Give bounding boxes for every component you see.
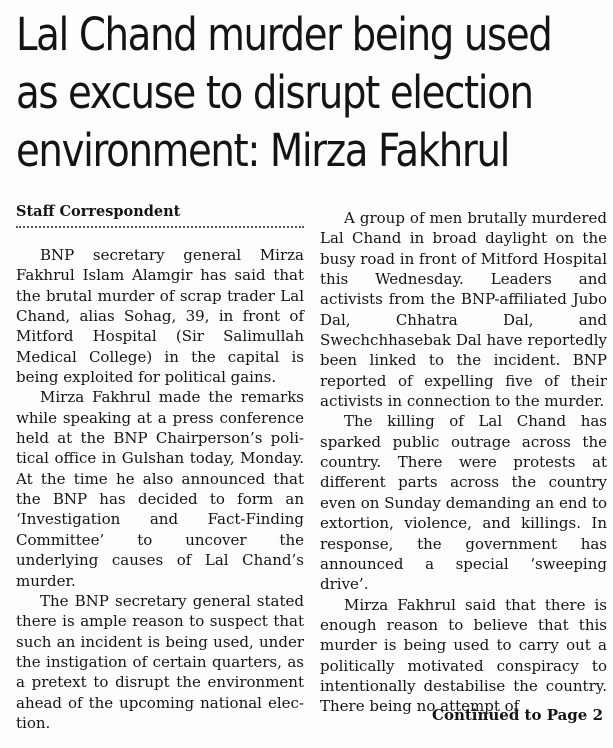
paragraph: Mirza Fakhrul made the remarks while speaking at a press conference held at the BNP Chairperson’s political office in Gulshan today, Monday. At the time he also announced that the BNP has decided to form an ‘Investigation and Fact-Finding Committee’ to uncover the underlying causes of Lal Chand’s murder.	[16, 388, 304, 590]
continued-link[interactable]: Continued to Page 2	[432, 706, 603, 724]
headline-line-2: as excuse to disrupt election	[16, 66, 533, 119]
paragraph: A group of men brutally murdered Lal Chand in broad daylight on the busy road in front of Mitford Hospital this Wednesday. Leaders and activists from the BNP-affiliated Jubo Dal, Chhatra Dal, and Swechchhasebak Dal have reportedly been linked to the incident. BNP reported of expelling five of their activists in connection to the murder.	[320, 209, 607, 411]
byline: Staff Correspondent	[16, 203, 181, 220]
headline	[16, 6, 552, 180]
article-column-right	[320, 208, 607, 717]
headline-line-3: environment: Mirza Fakhrul	[16, 124, 509, 177]
paragraph: The killing of Lal Chand has sparked public outrage across the country. There were protests at different parts across the country even on Sunday demanding an end to extortion, violence, and killings. In response, the government has announced a special ‘sweeping drive’.	[320, 412, 607, 594]
headline-line-1: Lal Chand murder being used	[16, 8, 552, 61]
paragraph: BNP secretary general Mirza Fakhrul Islam Alamgir has said that the brutal murder of scrap trader Lal Chand, alias Sohag, 39, in front of Mitford Hospital (Sir Salimullah Medical College) in the capital is being exploited for political gains.	[16, 246, 304, 387]
paragraph: The BNP secretary general stated there is ample reason to suspect that such an incident is being used, under the instigation of certain quarters, as a pretext to disrupt the environment ahead of the upcoming national election.	[16, 591, 304, 732]
paragraph: Mirza Fakhrul said that there is enough reason to believe that this murder is being used to carry out a politically motivated conspiracy to intentionally destabilise the country. There being no attempt of	[320, 595, 607, 716]
article-column-left	[16, 245, 304, 733]
byline-divider	[16, 226, 304, 228]
